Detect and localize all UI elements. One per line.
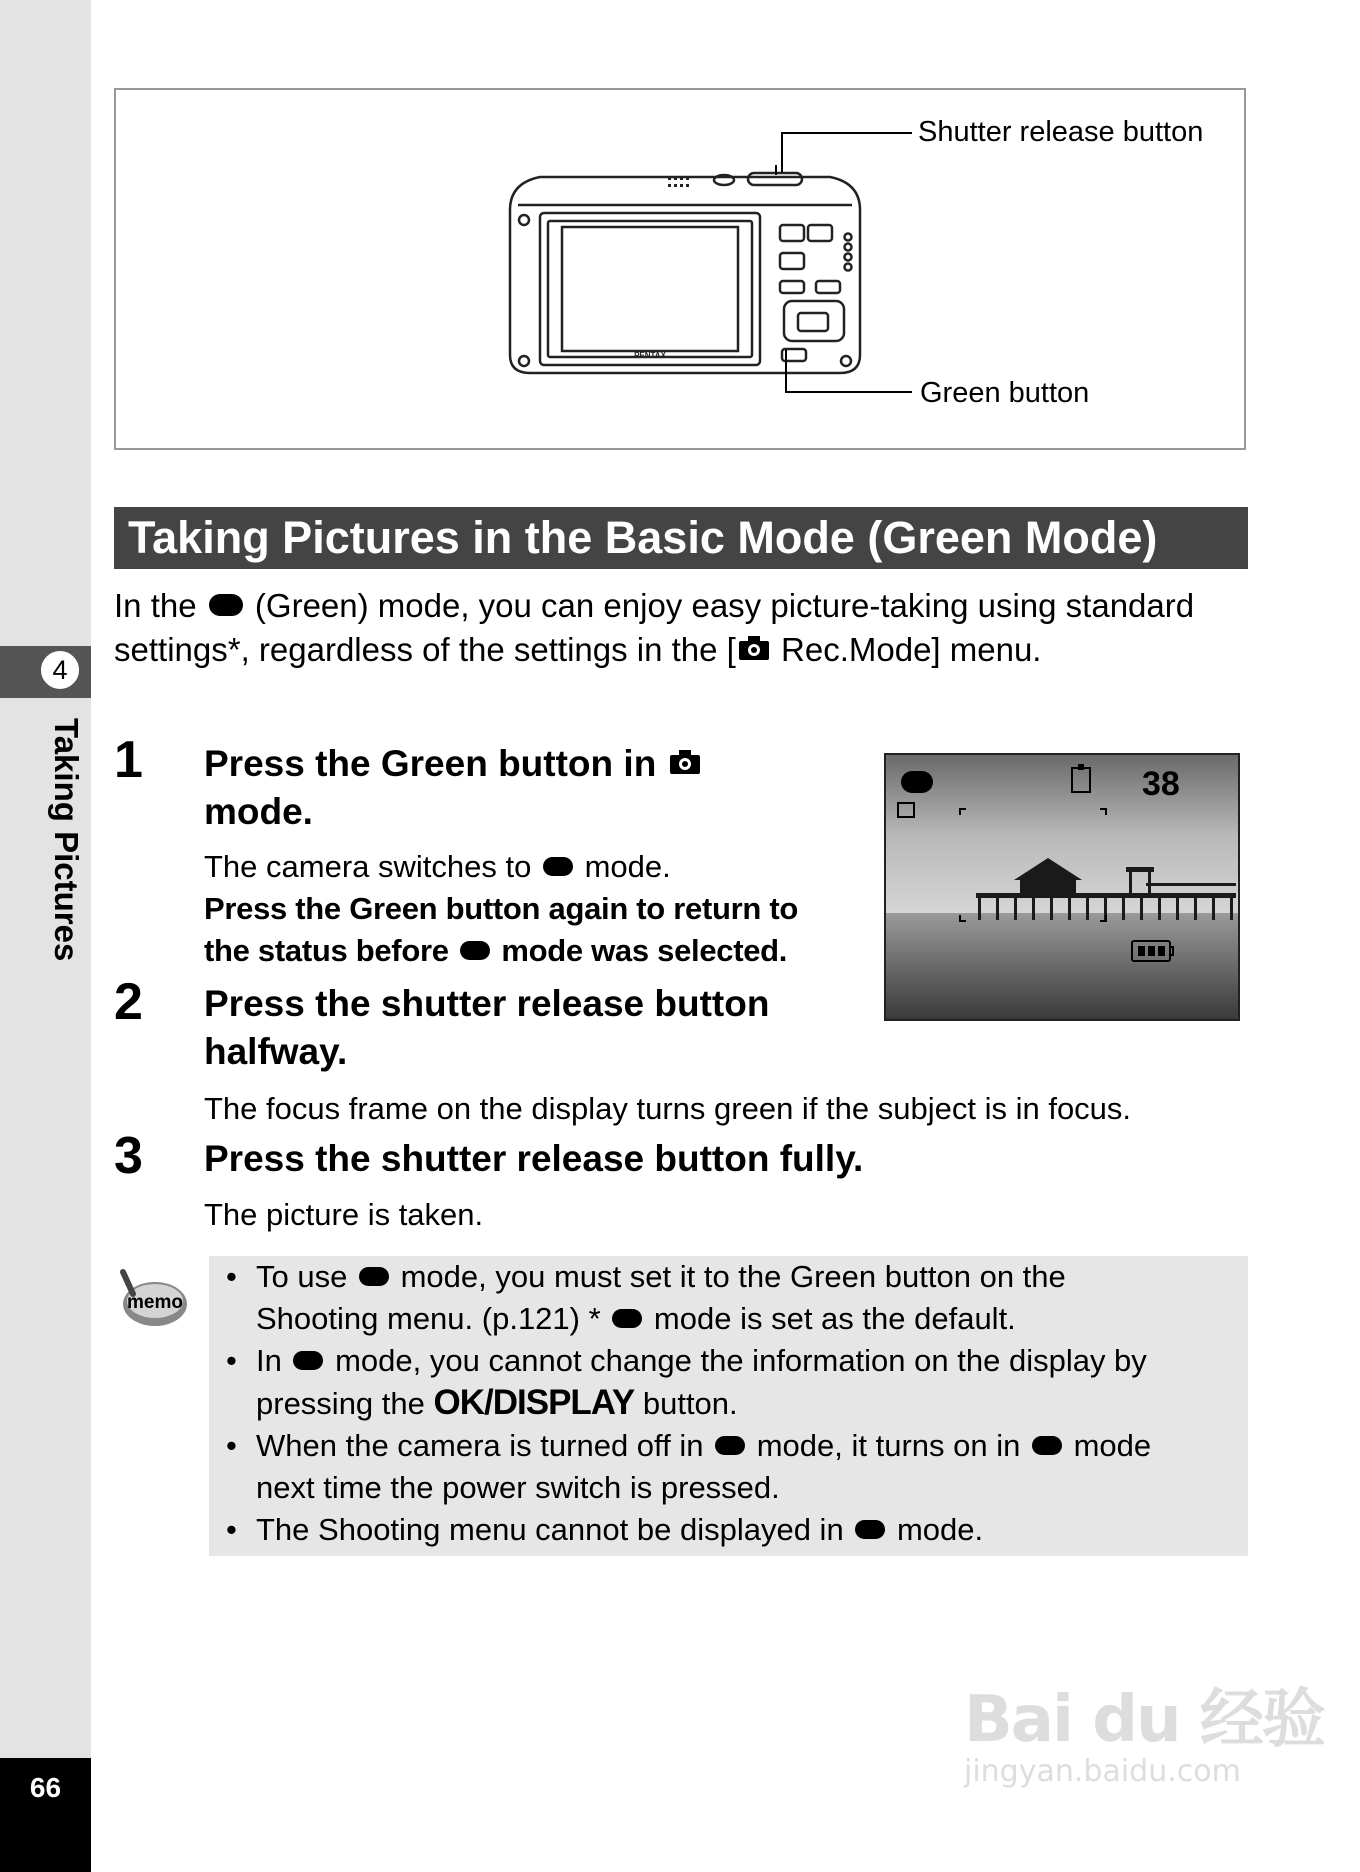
- lcd-scene: [886, 755, 1238, 1019]
- intro-paragraph: In the (Green) mode, you can enjoy easy picture-taking using standard settings*, regardless of the settings in the [ Rec.Mode] menu.: [114, 587, 1195, 668]
- memo-icon-label: memo: [127, 1292, 183, 1313]
- green-mode-icon: [1032, 1436, 1062, 1455]
- memo-item-3: • When the camera is turned off in mode, it turns on in mode next time the power switch is pressed.: [226, 1425, 1246, 1509]
- step-1-text: The camera switches to mode.: [204, 849, 671, 884]
- ok-display-button-label: OK/DISPLAY: [433, 1383, 635, 1422]
- green-mode-icon: [460, 941, 490, 960]
- step-1-heading-cont: mode.: [204, 791, 313, 832]
- page-number: 66: [29, 1772, 62, 1803]
- callout-lines: [770, 128, 920, 398]
- green-mode-icon: [293, 1351, 323, 1370]
- camera-mode-icon: [738, 635, 770, 661]
- green-mode-icon: [715, 1436, 745, 1455]
- green-mode-icon: [209, 594, 243, 616]
- memo-icon: [117, 1266, 189, 1330]
- chapter-number: 4: [38, 648, 82, 692]
- brand-label: PENTAX: [634, 351, 666, 360]
- chapter-title: Taking Pictures: [48, 718, 85, 962]
- callout-green-label: Green button: [920, 377, 1090, 409]
- step-2-number: 2: [114, 973, 143, 1031]
- watermark-url: jingyan.baidu.com: [964, 1754, 1241, 1789]
- memo-item-1: • To use mode, you must set it to the Green button on the Shooting menu. (p.121) * mode is set as the default.: [226, 1256, 1246, 1340]
- green-mode-icon: [612, 1309, 642, 1328]
- step-2-text: The focus frame on the display turns green if the subject is in focus.: [204, 1091, 1132, 1126]
- watermark-logo-text: Bai du 经验: [964, 1683, 1324, 1757]
- step-1-note-line1: Press the Green button again to return to: [204, 891, 798, 926]
- lcd-preview-image: [884, 753, 1240, 1021]
- step-2-heading-cont: halfway.: [204, 1031, 348, 1072]
- baidu-watermark: [964, 1668, 1324, 1789]
- camera-mode-icon: [669, 749, 701, 775]
- memo-list: [226, 1256, 1246, 1551]
- shots-remaining: 38: [1142, 765, 1180, 803]
- section-heading: Taking Pictures in the Basic Mode (Green Mode): [114, 507, 1248, 569]
- step-3-heading: Press the shutter release button fully.: [204, 1138, 864, 1179]
- green-mode-icon: [855, 1520, 885, 1539]
- step-3-text: The picture is taken.: [204, 1197, 484, 1232]
- step-1-number: 1: [114, 731, 143, 789]
- step-1-heading: Press the Green button in: [204, 740, 703, 788]
- memo-item-2: • In mode, you cannot change the information on the display by pressing the OK/DISPLAY button.: [226, 1340, 1246, 1425]
- green-mode-icon: [359, 1267, 389, 1286]
- callout-shutter-label: Shutter release button: [918, 116, 1204, 148]
- step-2-heading: Press the shutter release button: [204, 983, 770, 1024]
- step-1-note-line2: the status before mode was selected.: [204, 933, 788, 968]
- memo-item-4: • The Shooting menu cannot be displayed in mode.: [226, 1509, 1246, 1551]
- step-3-number: 3: [114, 1127, 143, 1185]
- green-mode-icon: [543, 857, 573, 876]
